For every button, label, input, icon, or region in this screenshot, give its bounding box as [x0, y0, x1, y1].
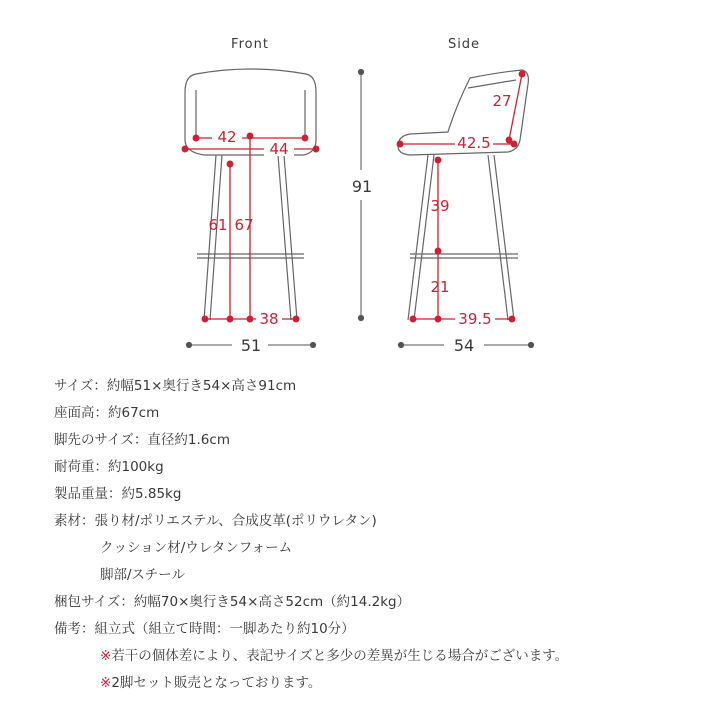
side-back-height-label: 27: [492, 92, 512, 110]
spec-value: 脚部/スチール: [100, 567, 186, 583]
front-overall-seat-height-label: 67: [234, 216, 254, 234]
spec-row-load-capacity: 耐荷重：約100kg: [54, 459, 164, 475]
note-mark: ※: [100, 675, 112, 691]
spec-label: 素材: [54, 513, 81, 529]
front-view-label: Front: [231, 37, 269, 52]
side-view-label: Side: [447, 37, 481, 52]
spec-label: サイズ: [54, 378, 94, 394]
spec-value: クッション材/ウレタンフォーム: [100, 540, 293, 556]
spec-value: 約100kg: [108, 459, 164, 475]
side-footrest-height-label: 21: [430, 278, 450, 296]
spec-value: 約5.85kg: [121, 486, 182, 502]
spec-value: 約幅51×奥行き54×高さ91cm: [106, 378, 297, 394]
front-leg-span-label: 38: [259, 310, 279, 328]
front-seat-outer-width-label: 44: [269, 140, 289, 158]
note-mark: ※: [100, 648, 112, 664]
spec-label: 耐荷重: [54, 459, 95, 475]
spec-row-packing-size: 梱包サイズ：約幅70×奥行き54×高さ52cm（約14.2kg）: [54, 594, 411, 610]
spec-row-seat-height: 座面高：約67cm: [54, 405, 160, 421]
front-seat-inner-width-label: 42: [217, 128, 237, 146]
spec-label: 梱包サイズ: [54, 594, 121, 610]
total-height-label: 91: [351, 177, 373, 196]
spec-row-size: サイズ：約幅51×奥行き54×高さ91cm: [54, 378, 297, 394]
spec-row-material-legs: [100, 563, 185, 583]
spec-value: 直径約1.6cm: [147, 432, 230, 448]
spec-label: 製品重量: [54, 486, 108, 502]
spec-label: 脚先のサイズ: [54, 432, 134, 448]
front-seat-height-label: 61: [208, 216, 228, 234]
side-upper-leg-label: 39: [430, 197, 450, 215]
spec-value: 約67cm: [108, 405, 160, 421]
spec-value: 約幅70×奥行き54×高さ52cm（約14.2kg）: [133, 594, 411, 610]
spec-row-foot-size: 脚先のサイズ：直径約1.6cm: [54, 432, 230, 448]
note-line-variance: ※若干の個体差により、表記サイズと多少の差異が生じる場合がございます。: [100, 648, 569, 664]
front-overall-width-label: 51: [240, 336, 262, 355]
side-leg-span-label: 39.5: [458, 310, 492, 328]
spec-row-material: 素材：張り材/ポリエステル、合成皮革(ポリウレタン): [54, 513, 377, 529]
side-dimension-labels: [430, 92, 511, 328]
spec-row-material-cushion: [100, 536, 292, 556]
spec-label: 備考: [54, 621, 81, 637]
note-line-set: ※2脚セット販売となっております。: [100, 675, 322, 691]
spec-value: 張り材/ポリエステル、合成皮革(ポリウレタン): [94, 513, 377, 529]
spec-row-notes: 備考：組立式（組立て時間：一脚あたり約10分）: [54, 621, 355, 637]
spec-row-weight: 製品重量：約5.85kg: [54, 486, 182, 502]
side-overall-depth-label: 54: [453, 336, 475, 355]
spec-value: 組立式（組立て時間：一脚あたり約10分）: [94, 621, 355, 637]
spec-label: 座面高: [54, 405, 95, 421]
side-seat-depth-label: 42.5: [457, 134, 491, 152]
